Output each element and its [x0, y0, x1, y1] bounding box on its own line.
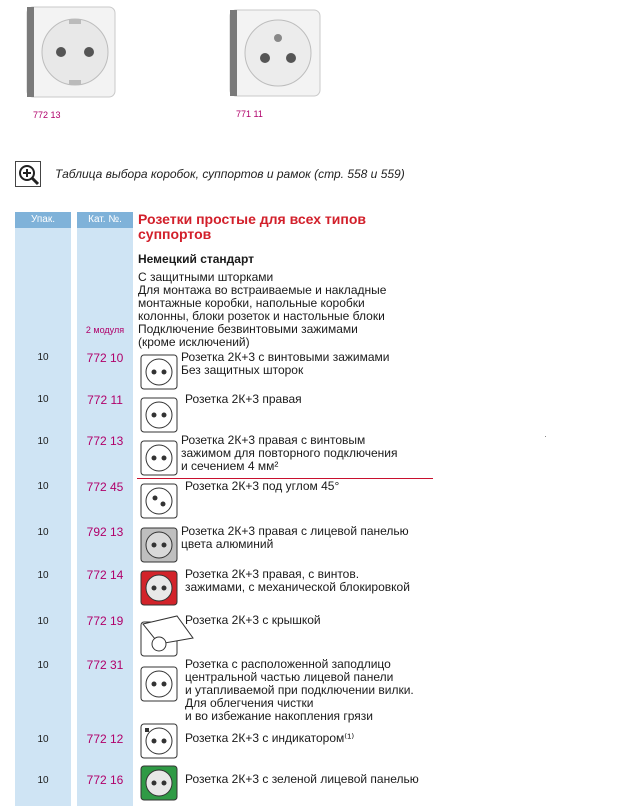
socket-icon-indicator	[137, 720, 181, 762]
row-catalog-number[interactable]: 772 11	[87, 393, 123, 407]
socket-icon-green	[137, 762, 181, 804]
socket-photo-french	[228, 8, 323, 100]
row-catalog-number[interactable]: 772 10	[86, 351, 124, 365]
row-qty: 10	[37, 481, 49, 492]
row-catalog-number[interactable]: 772 14	[86, 568, 124, 582]
pack-column	[15, 212, 71, 806]
socket-icon	[137, 437, 181, 479]
row-catalog-number[interactable]: 792 13	[86, 525, 124, 539]
photo-caption-2: 771 11	[236, 109, 263, 119]
info-reference-text: Таблица выбора коробок, суппортов и рамок (стр. 558 и 559)	[55, 167, 405, 181]
socket-icon	[137, 394, 181, 436]
modules-note: 2 модуля	[85, 325, 125, 335]
catalog-column-header: Кат. №.	[77, 212, 133, 228]
socket-icon	[137, 663, 181, 705]
pack-column-header: Упак.	[15, 212, 71, 228]
socket-photo-german	[25, 5, 117, 100]
row-catalog-number[interactable]: 772 45	[86, 480, 124, 494]
section-description: С защитными шторками Для монтажа во встраиваемые и накладные монтажные коробки, напольные коробки колонны, блоки розеток и настольные блоки Подключение безвинтовыми зажимами (кроме исключений)	[138, 270, 387, 349]
row-qty: 10	[37, 436, 49, 447]
row-qty: 10	[37, 394, 49, 405]
row-catalog-number[interactable]: 772 13	[86, 434, 124, 448]
row-catalog-number[interactable]: 772 12	[86, 732, 124, 746]
socket-icon	[137, 480, 181, 522]
row-qty: 10	[37, 352, 49, 363]
row-catalog-number[interactable]: 772 16	[86, 773, 124, 787]
socket-icon	[137, 351, 181, 393]
section-title: Розетки простые для всех типов суппортов	[138, 211, 366, 242]
row-qty: 10	[37, 775, 49, 786]
row-qty: 10	[37, 734, 49, 745]
section-subtitle: Немецкий стандарт	[138, 252, 255, 266]
socket-icon-red	[137, 567, 181, 609]
row-catalog-number[interactable]: 772 19	[86, 614, 124, 628]
row-qty: 10	[37, 570, 49, 581]
zoom-plus-icon[interactable]	[15, 161, 41, 187]
row-qty: 10	[37, 616, 49, 627]
row-catalog-number[interactable]: 772 31	[86, 658, 124, 672]
row-qty: 10	[37, 660, 49, 671]
photo-caption-1: 772 13	[33, 110, 61, 120]
catalog-column	[77, 212, 133, 806]
socket-icon-aluminium	[137, 524, 181, 566]
stray-dot	[545, 436, 546, 437]
row-qty: 10	[37, 527, 49, 538]
